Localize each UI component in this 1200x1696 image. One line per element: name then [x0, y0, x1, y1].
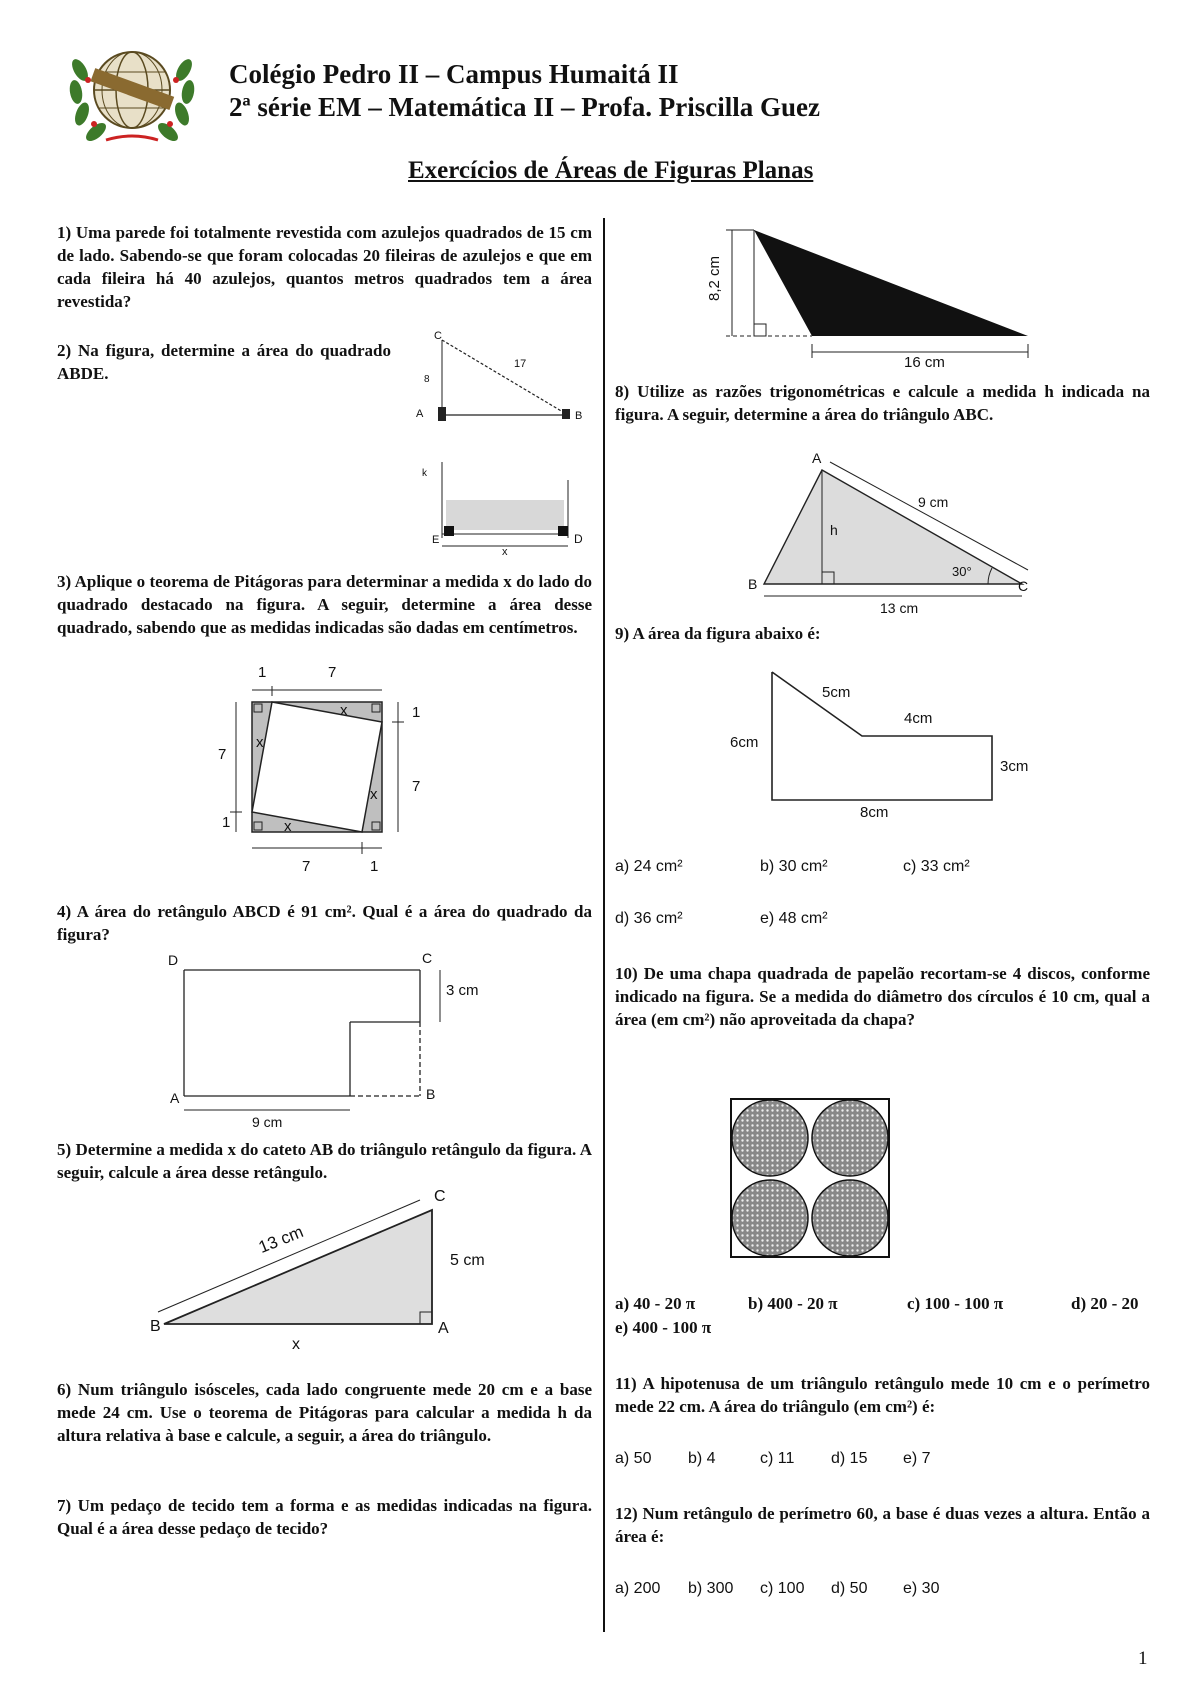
q11-option-b[interactable]: b) 4: [688, 1450, 716, 1467]
figure-9: [726, 664, 1046, 830]
fig2-label-d: D: [574, 532, 583, 546]
fig3-right-1: 1: [412, 704, 421, 721]
q12-option-a[interactable]: a) 200: [615, 1580, 661, 1597]
question-3: 3) Aplique o teorema de Pitágoras para determinar a medida x do lado do quadrado destacado na figura. A seguir, determine a área desse quadrado, sabendo que as medidas indicadas são dadas em centímetros.: [57, 572, 592, 637]
q11-option-e[interactable]: e) 7: [903, 1450, 931, 1467]
question-7: 7) Um pedaço de tecido tem a forma e as medidas indicadas na figura. Qual é a área desse pedaço de tecido?: [57, 1496, 592, 1538]
fig9-label-4cm: 4cm: [904, 710, 933, 727]
page-title: Exercícios de Áreas de Figuras Planas: [408, 157, 814, 184]
fig8-label-a: A: [812, 450, 822, 466]
fig9-label-6cm: 6cm: [730, 734, 759, 751]
fig5-label-a: A: [438, 1320, 449, 1337]
q12-option-e[interactable]: e) 30: [903, 1580, 940, 1597]
fig3-left-7: 7: [218, 746, 227, 763]
q12-option-b[interactable]: b) 300: [688, 1580, 734, 1597]
q10-option-c[interactable]: c) 100 - 100 π: [907, 1294, 1004, 1313]
header-line-1: Colégio Pedro II – Campus Humaitá II: [229, 59, 679, 89]
q9-option-e[interactable]: e) 48 cm²: [760, 910, 828, 927]
q9-option-d[interactable]: d) 36 cm²: [615, 910, 683, 927]
fig8-label-c: C: [1018, 578, 1029, 594]
question-4: 4) A área do retângulo ABCD é 91 cm². Qual é a área do quadrado da figura?: [57, 902, 592, 944]
question-11: 11) A hipotenusa de um triângulo retângulo mede 10 cm e o perímetro mede 22 cm. A área do triângulo (em cm²) é:: [615, 1374, 1150, 1416]
question-1: 1) Uma parede foi totalmente revestida com azulejos quadrados de 15 cm de lado. Sabendo-se que foram colocadas 20 fileiras de azulejos e que em cada fileira há 40 azulejos, quantos metros quadrados tem a área revestida?: [57, 223, 592, 311]
q11-option-c[interactable]: c) 11: [760, 1450, 795, 1467]
fig3-bottom-7: 7: [302, 858, 311, 875]
column-divider: [603, 218, 605, 1632]
fig4-label-base: 9 cm: [252, 1114, 283, 1130]
fig9-label-3cm: 3cm: [1000, 758, 1029, 775]
question-6: 6) Num triângulo isósceles, cada lado congruente mede 20 cm e a base mede 24 cm. Use o teorema de Pitágoras para calcular a medida h da altura relativa à base e calcule, a seguir, a área do triângulo.: [57, 1380, 592, 1445]
figure-4: [160, 950, 490, 1132]
question-12: 12) Num retângulo de perímetro 60, a base é duas vezes a altura. Então a área é:: [615, 1504, 1150, 1546]
fig7-label-base: 16 cm: [904, 354, 945, 371]
q11-option-a[interactable]: a) 50: [615, 1450, 652, 1467]
fig3-top-7: 7: [328, 664, 337, 681]
fig3-bottom-1: 1: [370, 858, 379, 875]
fig3-x-bottom: x: [284, 818, 292, 835]
fig4-label-a: A: [170, 1090, 180, 1106]
fig8-label-b: B: [748, 576, 758, 592]
q10-option-b[interactable]: b) 400 - 20 π: [748, 1294, 838, 1313]
question-2: 2) Na figura, determine a área do quadrado ABDE.: [57, 341, 391, 383]
fig9-label-8cm: 8cm: [860, 804, 889, 821]
school-logo: [66, 40, 198, 150]
q12-option-d[interactable]: d) 50: [831, 1580, 868, 1597]
fig5-label-x: x: [292, 1336, 300, 1353]
question-8: 8) Utilize as razões trigonométricas e calcule a medida h indicada na figura. A seguir, determine a área do triângulo ABC.: [615, 382, 1150, 424]
fig8-label-h: h: [830, 522, 838, 538]
fig2-label-c: C: [434, 330, 442, 342]
page-number: 1: [1138, 1648, 1148, 1669]
figure-5: [150, 1188, 500, 1358]
fig4-label-side: 3 cm: [446, 982, 479, 999]
fig2-label-hyp: 17: [514, 358, 527, 370]
header-line-2: 2ª série EM – Matemática II – Profa. Priscilla Guez: [229, 92, 820, 122]
fig2-label-x: x: [502, 546, 508, 558]
fig3-x-right: x: [370, 786, 378, 803]
fig3-top-1: 1: [258, 664, 267, 681]
fig3-x-top: x: [340, 702, 348, 719]
fig2-label-b: B: [575, 410, 583, 422]
fig2-label-a: A: [416, 408, 424, 420]
q9-option-c[interactable]: c) 33 cm²: [903, 858, 970, 875]
question-10: 10) De uma chapa quadrada de papelão recortam-se 4 discos, conforme indicado na figura. Se a medida do diâmetro dos círculos é 10 cm, qual a área (em cm²) não aproveitada da chapa?: [615, 964, 1150, 1029]
figure-7: [706, 218, 1048, 372]
figure-10: [730, 1098, 890, 1258]
q10-option-a[interactable]: a) 40 - 20 π: [615, 1294, 696, 1313]
fig2-label-k: k: [422, 468, 427, 479]
fig5-label-leg: 5 cm: [450, 1252, 485, 1269]
question-5: 5) Determine a medida x do cateto AB do triângulo retângulo da figura. A seguir, calcule a área desse retângulo.: [57, 1140, 592, 1182]
q10-option-d[interactable]: d) 20 - 20: [1071, 1294, 1139, 1313]
q9-option-b[interactable]: b) 30 cm²: [760, 858, 828, 875]
fig4-label-b: B: [426, 1086, 436, 1102]
question-9: 9) A área da figura abaixo é:: [615, 624, 821, 643]
figure-3: [212, 662, 434, 882]
fig2-label-side: 8: [424, 374, 430, 385]
figure-8: [738, 450, 1038, 618]
fig4-label-c: C: [422, 950, 433, 966]
fig8-label-side: 9 cm: [918, 494, 949, 510]
fig2-label-e: E: [432, 534, 440, 546]
fig3-right-7: 7: [412, 778, 421, 795]
q10-option-e[interactable]: e) 400 - 100 π: [615, 1318, 712, 1337]
fig7-label-height: 8,2 cm: [706, 255, 724, 302]
fig5-label-c: C: [434, 1188, 446, 1205]
q11-option-d[interactable]: d) 15: [831, 1450, 868, 1467]
fig9-label-5cm: 5cm: [822, 684, 851, 701]
q12-option-c[interactable]: c) 100: [760, 1580, 805, 1597]
fig3-left-1: 1: [222, 814, 231, 831]
figure-2: [410, 330, 596, 560]
fig4-label-d: D: [168, 952, 179, 968]
fig8-label-base: 13 cm: [880, 600, 919, 616]
q9-option-a[interactable]: a) 24 cm²: [615, 858, 683, 875]
fig3-x-left: x: [256, 734, 264, 751]
fig8-label-angle: 30°: [952, 564, 972, 579]
fig5-label-hyp: 13 cm: [255, 1222, 306, 1258]
fig5-label-b: B: [150, 1318, 161, 1335]
